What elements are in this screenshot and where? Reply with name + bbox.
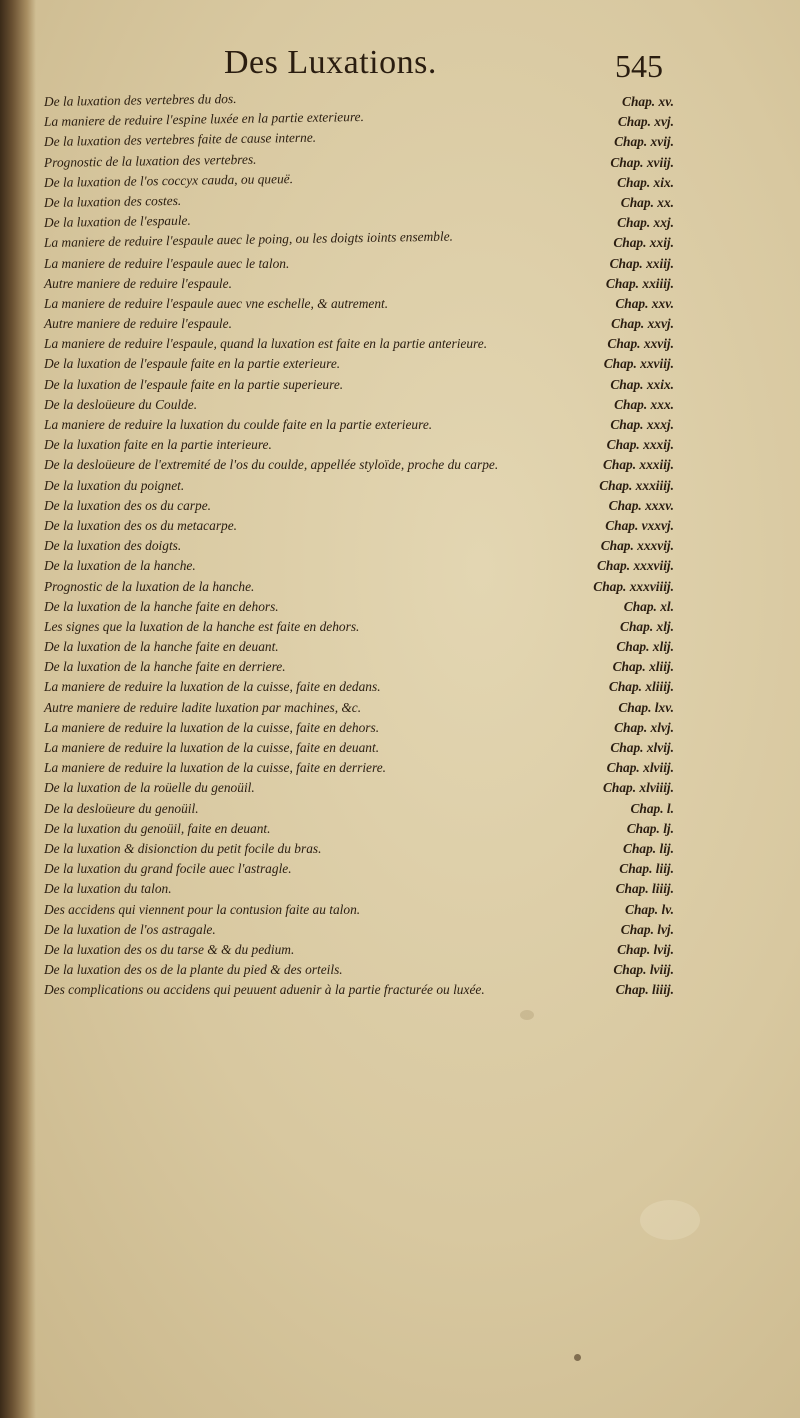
- toc-entry: [44, 859, 674, 879]
- toc-entry: [43, 170, 674, 193]
- toc-entry-title: De la luxation des costes.: [43, 192, 182, 210]
- toc-entry-chapter: Chap. liiij.: [615, 881, 674, 897]
- toc-entry-title: Autre maniere de reduire l'espaule.: [44, 275, 232, 291]
- toc-entry: [44, 274, 674, 294]
- toc-entry: [44, 536, 674, 556]
- paper-stain: [574, 1354, 581, 1361]
- toc-entry-chapter: Chap. xxxij.: [606, 437, 674, 453]
- toc-entry: [44, 375, 674, 395]
- toc-entry: [44, 132, 674, 152]
- toc-entry: [44, 980, 674, 1000]
- toc-entry: [43, 228, 674, 253]
- toc-entry-title: La maniere de reduire l'espaule auec le talon.: [44, 255, 290, 271]
- toc-entry-chapter: Chap. lij.: [623, 840, 674, 856]
- toc-entry-title: Les signes que la luxation de la hanche est faite en dehors.: [44, 618, 360, 634]
- toc-entry: [44, 153, 674, 173]
- toc-entry: [44, 738, 674, 758]
- toc-entry-chapter: Chap. lvij.: [617, 941, 674, 957]
- toc-entry-title: La maniere de reduire l'espaule, quand la luxation est faite en la partie anterieure.: [44, 336, 488, 352]
- paper-stain: [640, 1200, 700, 1240]
- toc-entry-title: De la luxation des vertebres du dos.: [43, 90, 237, 109]
- toc-entry: [44, 193, 674, 213]
- toc-entry-title: De la luxation des os du metacarpe.: [44, 517, 238, 533]
- toc-entry: [44, 940, 674, 960]
- toc-entry-title: De la desloüeure de l'extremité de l'os du coulde, appellée styloïde, proche du carpe.: [44, 457, 499, 473]
- toc-entry-title: De la luxation & disionction du petit focile du bras.: [44, 840, 322, 856]
- toc-entry-title: De la luxation de la hanche faite en deuant.: [44, 639, 279, 655]
- toc-entry-chapter: Chap. xliiij.: [608, 679, 674, 695]
- toc-entry-chapter: Chap. xxij.: [613, 235, 674, 251]
- toc-entry-chapter: Chap. xx.: [620, 194, 674, 210]
- toc-entry: [44, 839, 674, 859]
- page-binding-shadow: [0, 0, 36, 1418]
- toc-entry-title: De la luxation des os du tarse & & du pedium.: [44, 941, 295, 957]
- toc-entry: [44, 617, 674, 637]
- toc-entry: [44, 799, 674, 819]
- toc-entry-title: De la luxation du genoüil, faite en deuant.: [44, 820, 271, 836]
- toc-entry-title: La maniere de reduire la luxation de la cuisse, faite en dehors.: [44, 719, 380, 735]
- toc-entry: [44, 314, 674, 334]
- toc-entry: [44, 496, 674, 516]
- toc-entry: [44, 476, 674, 496]
- toc-entry-title: Prognostic de la luxation des vertebres.: [43, 151, 257, 170]
- toc-entry-chapter: Chap. xxv.: [615, 295, 674, 311]
- toc-entry-title: Des accidens qui viennent pour la contusion faite au talon.: [44, 901, 361, 917]
- toc-entry: [44, 677, 674, 697]
- toc-entry-chapter: Chap. xxiij.: [609, 255, 674, 271]
- toc-entry-title: De la luxation des doigts.: [44, 538, 182, 554]
- toc-entry-title: La maniere de reduire la luxation de la cuisse, faite en deuant.: [44, 740, 380, 755]
- toc-entry-chapter: Chap. xliij.: [612, 659, 674, 675]
- toc-entry: [44, 758, 674, 778]
- paper-stain: [520, 1010, 534, 1020]
- toc-entry: [44, 516, 674, 536]
- table-of-contents: [44, 92, 674, 1000]
- toc-entry-chapter: Chap. xxxviiij.: [593, 578, 674, 594]
- toc-entry: [44, 718, 674, 738]
- toc-entry: [44, 637, 674, 657]
- toc-entry-chapter: Chap. xxxiiij.: [599, 477, 674, 493]
- toc-entry: [44, 294, 674, 314]
- toc-entry-title: De la luxation de l'espaule.: [43, 212, 191, 231]
- toc-entry-chapter: Chap. xxxv.: [608, 497, 674, 513]
- toc-entry-title: La maniere de reduire la luxation du coulde faite en la partie exterieure.: [44, 417, 433, 432]
- toc-entry: [44, 415, 674, 435]
- toc-entry-chapter: Chap. xvj.: [617, 114, 674, 130]
- toc-entry-title: De la luxation de l'espaule faite en la partie superieure.: [44, 376, 344, 392]
- toc-entry-chapter: Chap. xxxvij.: [600, 538, 674, 554]
- toc-entry: [44, 597, 674, 617]
- toc-entry-title: Prognostic de la luxation de la hanche.: [44, 578, 255, 594]
- toc-entry-chapter: Chap. xxvj.: [611, 316, 674, 332]
- toc-entry-chapter: Chap. xxvij.: [607, 336, 674, 352]
- toc-entry-chapter: Chap. xxj.: [617, 215, 674, 231]
- toc-entry: [44, 819, 674, 839]
- toc-entry-title: De la desloüeure du Coulde.: [44, 396, 198, 412]
- toc-entry-chapter: Chap. xlj.: [620, 618, 674, 634]
- toc-entry: [44, 435, 674, 455]
- toc-entry: [44, 577, 674, 597]
- toc-entry-chapter: Chap. xxxviij.: [596, 558, 674, 574]
- toc-entry-title: La maniere de reduire la luxation de la cuisse, faite en derriere.: [44, 760, 387, 776]
- toc-entry-title: De la luxation des os du carpe.: [44, 497, 211, 513]
- toc-entry-chapter: Chap. liiij.: [615, 982, 674, 998]
- toc-entry-title: De la luxation des os de la plante du pied & des orteils.: [44, 962, 343, 978]
- toc-entry-chapter: Chap. l.: [630, 800, 674, 816]
- toc-entry: [44, 354, 674, 374]
- toc-entry-title: De la luxation de l'os coccyx cauda, ou queuë.: [43, 170, 294, 190]
- header-title: Des Luxations.: [224, 44, 437, 81]
- toc-entry-chapter: Chap. lxv.: [618, 699, 674, 715]
- toc-entry: [44, 334, 674, 354]
- toc-entry-title: De la luxation de la roüelle du genoüil.: [44, 780, 255, 796]
- toc-entry: [44, 254, 674, 274]
- toc-entry-chapter: Chap. xl.: [623, 598, 674, 614]
- toc-entry-chapter: Chap. lj.: [626, 820, 674, 836]
- toc-entry-chapter: Chap. xlvj.: [614, 719, 674, 735]
- toc-entry: [44, 395, 674, 415]
- toc-entry: [44, 778, 674, 798]
- toc-entry: [44, 960, 674, 980]
- toc-entry-chapter: Chap. vxxvj.: [605, 517, 674, 533]
- toc-entry-chapter: Chap. xviij.: [610, 154, 674, 170]
- toc-entry-title: De la luxation du poignet.: [44, 477, 185, 493]
- toc-entry-chapter: Chap. xxxj.: [610, 417, 674, 432]
- toc-entry-title: La maniere de reduire l'espine luxée en la partie exterieure.: [43, 109, 365, 130]
- toc-entry-chapter: Chap. xxxiij.: [602, 457, 674, 473]
- toc-entry-title: La maniere de reduire l'espaule auec vne eschelle, & autrement.: [44, 295, 389, 311]
- toc-entry-chapter: Chap. xxix.: [610, 376, 674, 392]
- toc-entry: [44, 879, 674, 899]
- toc-entry-title: De la luxation faite en la partie interieure.: [44, 437, 272, 453]
- toc-entry-chapter: Chap. lviij.: [613, 962, 674, 978]
- toc-entry: [44, 698, 674, 718]
- running-header: [0, 44, 800, 94]
- toc-entry-chapter: Chap. xvij.: [614, 134, 674, 150]
- toc-entry-chapter: Chap. xxx.: [614, 396, 674, 412]
- toc-entry-chapter: Chap. xix.: [617, 174, 674, 190]
- toc-entry-title: De la luxation de la hanche faite en dehors.: [44, 598, 279, 614]
- toc-entry-title: Autre maniere de reduire ladite luxation par machines, &c.: [44, 699, 362, 715]
- toc-entry-chapter: Chap. xlvij.: [610, 740, 674, 755]
- toc-entry-title: De la luxation du grand focile auec l'astragle.: [44, 861, 292, 877]
- toc-entry: [44, 455, 674, 475]
- toc-entry-title: De la luxation du talon.: [44, 881, 172, 897]
- toc-entry-chapter: Chap. xxiiij.: [605, 275, 674, 291]
- toc-entry-chapter: Chap. xlviiij.: [602, 780, 674, 796]
- toc-entry-title: Autre maniere de reduire l'espaule.: [44, 316, 232, 332]
- toc-entry-title: De la luxation des vertebres faite de cause interne.: [43, 130, 317, 150]
- toc-entry-title: De la luxation de l'espaule faite en la partie exterieure.: [44, 356, 341, 372]
- toc-entry: [44, 920, 674, 940]
- toc-entry-chapter: Chap. lvj.: [620, 921, 674, 937]
- toc-entry-title: De la luxation de la hanche.: [44, 558, 196, 574]
- toc-entry: [44, 556, 674, 576]
- toc-entry: [44, 900, 674, 920]
- toc-entry: [44, 657, 674, 677]
- toc-entry: [43, 109, 674, 132]
- toc-entry-chapter: Chap. xlviij.: [606, 760, 674, 776]
- toc-entry-chapter: Chap. xlij.: [616, 639, 674, 655]
- toc-entry-chapter: Chap. xv.: [622, 94, 674, 109]
- toc-entry-chapter: Chap. xxviij.: [603, 356, 674, 372]
- toc-entry-chapter: Chap. liij.: [619, 861, 674, 877]
- page-number: 545: [615, 48, 663, 84]
- toc-entry-title: La maniere de reduire la luxation de la cuisse, faite en dedans.: [44, 679, 381, 695]
- toc-entry-title: La maniere de reduire l'espaule auec le poing, ou les doigts ioints ensemble.: [43, 228, 454, 251]
- toc-entry-title: De la luxation de la hanche faite en derriere.: [44, 659, 286, 675]
- toc-entry-title: De la luxation de l'os astragale.: [44, 921, 216, 937]
- toc-entry-title: De la desloüeure du genoüil.: [44, 800, 199, 816]
- toc-entry-title: Des complications ou accidens qui peuuent aduenir à la partie fracturée ou luxée.: [44, 982, 485, 998]
- toc-entry-chapter: Chap. lv.: [625, 901, 674, 917]
